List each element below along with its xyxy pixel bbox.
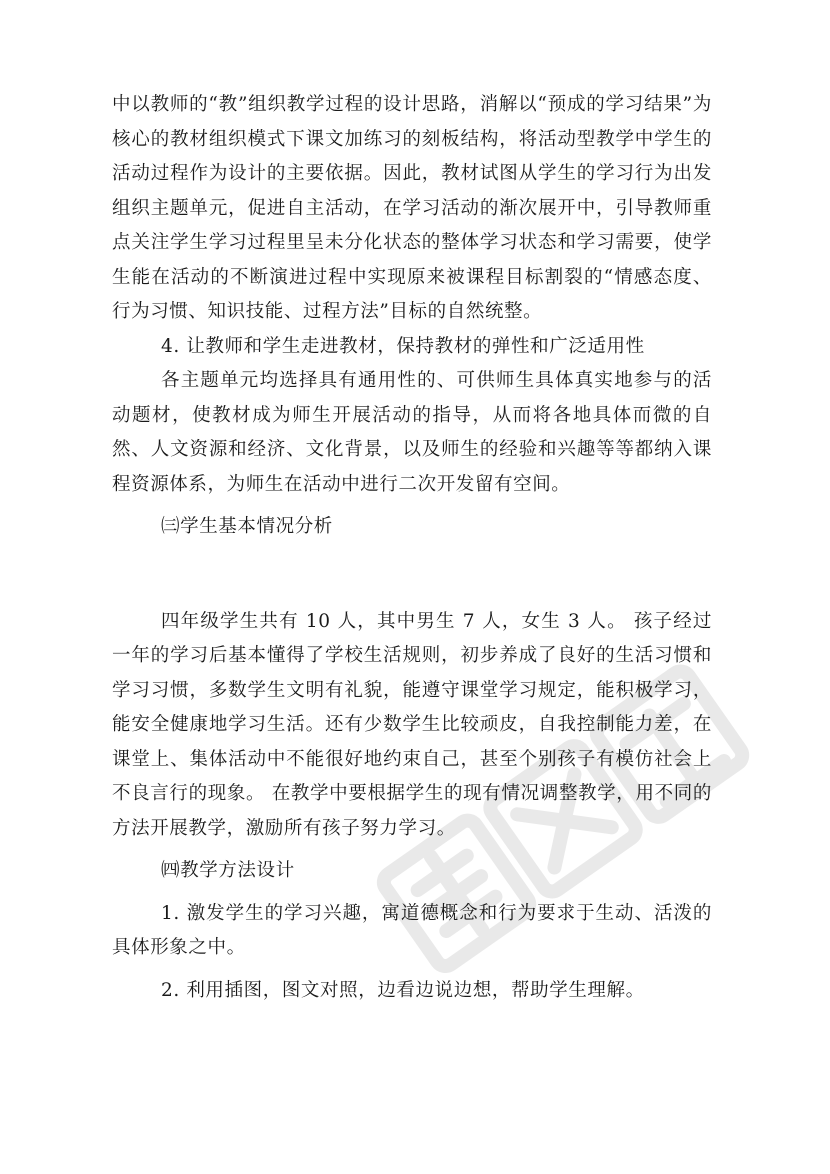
heading-item-4: 4. 让教师和学生走进教材，保持教材的弹性和广泛适用性 bbox=[161, 335, 645, 357]
method-item-1: 1. 激发学生的学习兴趣，寓道德概念和行为要求于生动、活泼的具体形象之中。 bbox=[112, 902, 712, 958]
method-item-2: 2. 利用插图，图文对照，边看边说边想，帮助学生理解。 bbox=[161, 979, 645, 1001]
paragraph-1: 中以教师的“教”组织教学过程的设计思路，消解以“预成的学习结果”为核心的教材组织模式下课文加练习的刻板结构，将活动型教学中学生的活动过程作为设计的主要依据。因此，教材试图从学生的学习行为出发组织主题单元，促进自主活动，在学习活动的渐次展开中，引导教师重点关注学生学习过程里呈未分化状态的整体学习状态和学习需要，使学生能在活动的不断演进过程中实现原来被课程目标割裂的“情感态度、行为习惯、知识技能、过程方法”目标的自然统整。 bbox=[112, 94, 712, 322]
section-heading-4: ㈣教学方法设计 bbox=[161, 860, 295, 881]
paragraph-3: 四年级学生共有 10 人，其中男生 7 人，女生 3 人。 孩子经过一年的学习后基本懂得了学校生活规则，初步养成了良好的生活习惯和学习习惯，多数学生文明有礼貌，能遵守课堂学习规定，能积极学习，能安全健康地学习生活。还有少数学生比较顽皮，自我控制能力差，在课堂上、集体活动中不能很好地约束自己，甚至个别孩子有模仿社会上不良言行的现象。 在教学中要根据学生的现有情况调整教学，用不同的方法开展教学，激励所有孩子努力学习。 bbox=[112, 610, 712, 839]
paragraph-2: 各主题单元均选择具有通用性的、可供师生具体真实地参与的活动题材，使教材成为师生开展活动的指导，从而将各地具体而微的自然、人文资源和经济、文化背景，以及师生的经验和兴趣等等都纳入课程资源体系，为师生在活动中进行二次开发留有空间。 bbox=[112, 370, 712, 495]
section-heading-3: ㈢学生基本情况分析 bbox=[161, 516, 333, 537]
document-page bbox=[112, 88, 712, 1008]
spacer bbox=[112, 545, 712, 605]
